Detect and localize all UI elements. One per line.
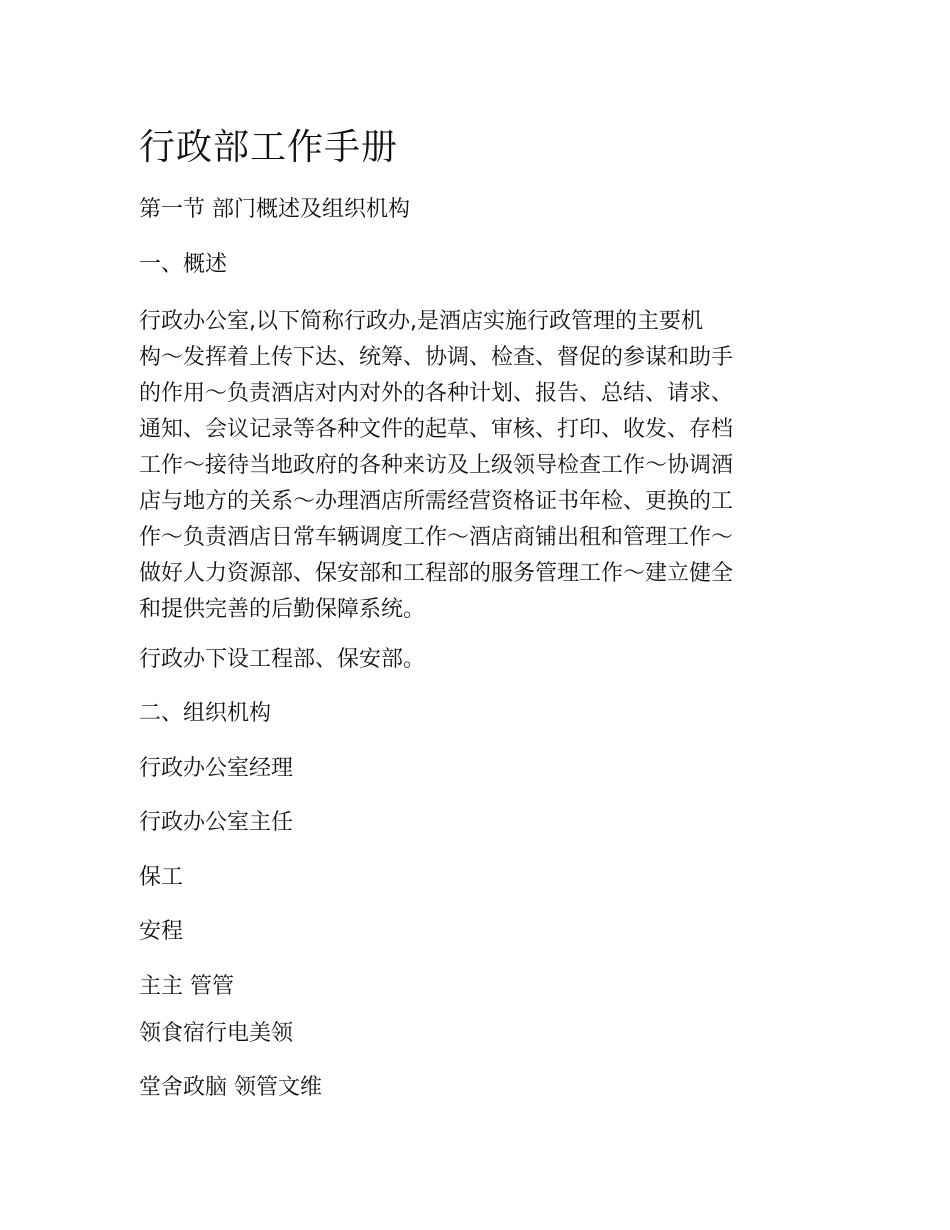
org-line: 保工 <box>139 865 184 890</box>
document-title: 行政部工作手册 <box>139 127 399 168</box>
overview-line: 作～负责酒店日常车辆调度工作～酒店商铺出租和管理工作～ <box>139 525 734 550</box>
org-line: 行政办公室经理 <box>139 756 294 781</box>
overview-line: 通知、会议记录等各种文件的起草、审核、打印、收发、存档 <box>139 417 734 442</box>
org-line: 安程 <box>139 919 184 944</box>
sub-departments-text: 行政办下设工程部、保安部。 <box>139 647 426 672</box>
org-line: 堂舍政脑 领管文维 <box>139 1075 322 1100</box>
overview-line: 和提供完善的后勤保障系统。 <box>139 597 426 622</box>
org-heading: 二、组织机构 <box>139 701 272 726</box>
overview-line: 做好人力资源部、保安部和工程部的服务管理工作～建立健全 <box>139 561 734 586</box>
org-line: 行政办公室主任 <box>139 810 294 835</box>
org-line: 领食宿行电美领 <box>139 1021 294 1046</box>
section-heading: 第一节 部门概述及组织机构 <box>139 197 410 222</box>
overview-line: 行政办公室,以下简称行政办,是酒店实施行政管理的主要机 <box>139 309 703 334</box>
overview-line: 店与地方的关系～办理酒店所需经营资格证书年检、更换的工 <box>139 489 734 514</box>
overview-paragraph <box>139 304 803 628</box>
overview-line: 构～发挥着上传下达、统筹、协调、检查、督促的参谋和助手 <box>139 345 734 370</box>
overview-line: 的作用～负责酒店对内对外的各种计划、报告、总结、请求、 <box>139 381 734 406</box>
overview-line: 工作～接待当地政府的各种来访及上级领导检查工作～协调酒 <box>139 453 734 478</box>
org-line: 主主 管管 <box>139 974 234 999</box>
overview-heading: 一、概述 <box>139 252 228 277</box>
